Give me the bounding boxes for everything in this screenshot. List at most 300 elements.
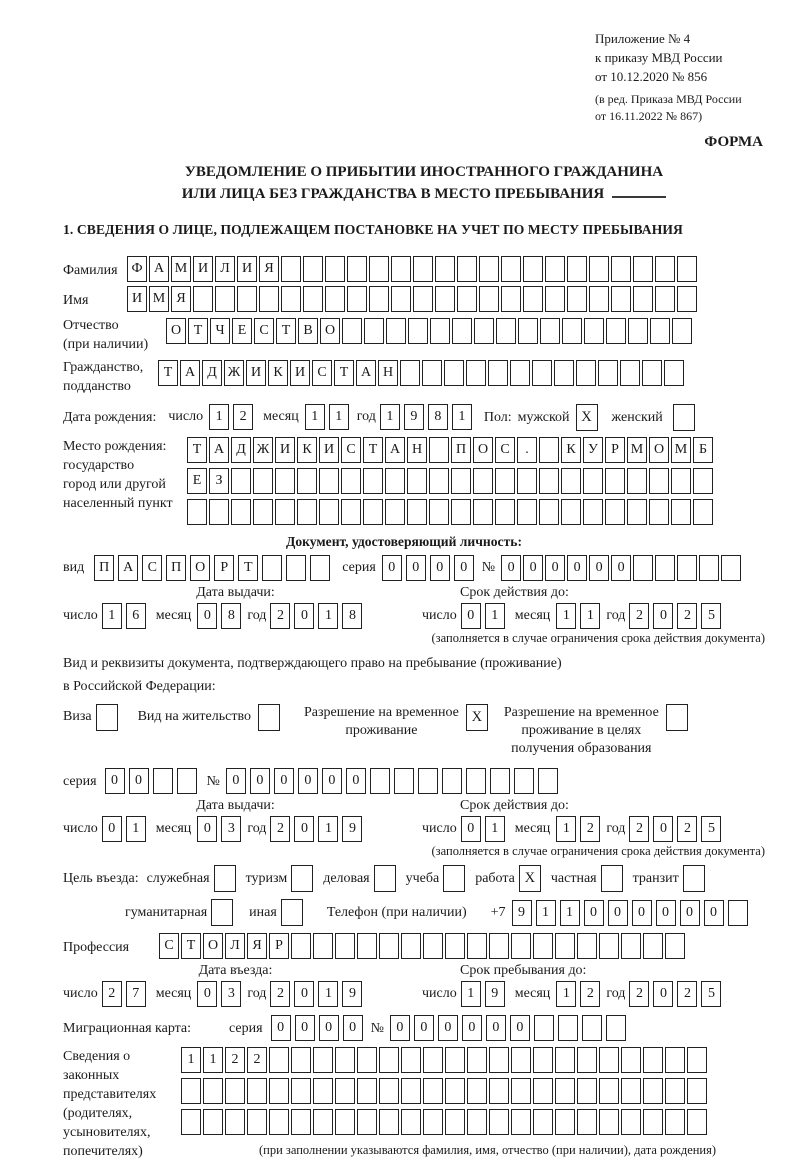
char-box[interactable]	[687, 1078, 707, 1104]
char-box[interactable]	[599, 1047, 619, 1073]
char-box[interactable]: 0	[295, 1015, 315, 1041]
entry-day-boxes[interactable]	[102, 981, 146, 1007]
char-box[interactable]	[665, 1078, 685, 1104]
char-box[interactable]: 2	[629, 603, 649, 629]
char-box[interactable]: 0	[298, 768, 318, 794]
char-box[interactable]	[281, 286, 301, 312]
char-box[interactable]	[275, 468, 295, 494]
char-box[interactable]: 0	[346, 768, 366, 794]
purpose-other-checkbox[interactable]	[281, 899, 303, 926]
char-box[interactable]: 2	[270, 603, 290, 629]
birth-month-boxes[interactable]	[305, 404, 349, 430]
char-box[interactable]	[177, 768, 197, 794]
char-box[interactable]	[181, 1078, 201, 1104]
char-box[interactable]	[445, 1078, 465, 1104]
char-box[interactable]	[489, 1047, 509, 1073]
char-box[interactable]	[514, 768, 534, 794]
char-box[interactable]: 1	[380, 404, 400, 430]
char-box[interactable]: Т	[363, 437, 383, 463]
purpose-private-checkbox[interactable]	[601, 865, 623, 892]
char-box[interactable]	[281, 256, 301, 282]
char-box[interactable]	[584, 318, 604, 344]
char-box[interactable]	[215, 286, 235, 312]
char-box[interactable]	[523, 286, 543, 312]
char-box[interactable]	[511, 1078, 531, 1104]
identity-issue-day-boxes[interactable]	[102, 603, 146, 629]
char-box[interactable]: 1	[126, 816, 146, 842]
char-box[interactable]	[413, 286, 433, 312]
char-box[interactable]	[649, 468, 669, 494]
char-box[interactable]	[554, 360, 574, 386]
char-box[interactable]	[342, 318, 362, 344]
char-box[interactable]	[555, 1078, 575, 1104]
char-box[interactable]	[253, 468, 273, 494]
char-box[interactable]	[335, 1047, 355, 1073]
char-box[interactable]: 1	[485, 603, 505, 629]
char-box[interactable]	[181, 1109, 201, 1135]
char-box[interactable]: 0	[197, 603, 217, 629]
char-box[interactable]	[237, 286, 257, 312]
char-box[interactable]	[286, 555, 306, 581]
char-box[interactable]	[606, 318, 626, 344]
char-box[interactable]: 1	[556, 981, 576, 1007]
char-box[interactable]: С	[341, 437, 361, 463]
visa-checkbox[interactable]	[96, 704, 118, 731]
char-box[interactable]	[325, 286, 345, 312]
char-box[interactable]	[391, 286, 411, 312]
char-box[interactable]	[555, 1109, 575, 1135]
char-box[interactable]: Е	[232, 318, 252, 344]
char-box[interactable]	[423, 933, 443, 959]
char-box[interactable]: 0	[322, 768, 342, 794]
char-box[interactable]: 3	[221, 816, 241, 842]
char-box[interactable]	[665, 1047, 685, 1073]
temp-residence-checkbox[interactable]: X	[466, 704, 488, 731]
char-box[interactable]: 0	[567, 555, 587, 581]
char-box[interactable]	[269, 1047, 289, 1073]
char-box[interactable]: 5	[701, 603, 721, 629]
char-box[interactable]	[303, 256, 323, 282]
char-box[interactable]	[655, 286, 675, 312]
char-box[interactable]: О	[166, 318, 186, 344]
char-box[interactable]: Р	[269, 933, 289, 959]
char-box[interactable]	[313, 1047, 333, 1073]
identity-type-boxes[interactable]	[94, 555, 330, 581]
char-box[interactable]: Т	[238, 555, 258, 581]
char-box[interactable]: 9	[342, 816, 362, 842]
char-box[interactable]: 0	[656, 900, 676, 926]
char-box[interactable]: Я	[247, 933, 267, 959]
char-box[interactable]	[467, 1078, 487, 1104]
char-box[interactable]: И	[237, 256, 257, 282]
stay-until-day-boxes[interactable]	[461, 981, 505, 1007]
char-box[interactable]	[225, 1078, 245, 1104]
char-box[interactable]: 0	[226, 768, 246, 794]
char-box[interactable]	[589, 286, 609, 312]
char-box[interactable]	[577, 1047, 597, 1073]
char-box[interactable]: 2	[580, 981, 600, 1007]
char-box[interactable]	[728, 900, 748, 926]
char-box[interactable]	[259, 286, 279, 312]
char-box[interactable]	[370, 768, 390, 794]
stay-issue-day-boxes[interactable]	[102, 816, 146, 842]
char-box[interactable]	[501, 256, 521, 282]
char-box[interactable]: 0	[632, 900, 652, 926]
char-box[interactable]: 0	[523, 555, 543, 581]
char-box[interactable]: П	[451, 437, 471, 463]
char-box[interactable]	[310, 555, 330, 581]
char-box[interactable]: 2	[270, 816, 290, 842]
char-box[interactable]	[643, 1109, 663, 1135]
char-box[interactable]	[599, 933, 619, 959]
char-box[interactable]	[473, 468, 493, 494]
char-box[interactable]	[422, 360, 442, 386]
birth-day-boxes[interactable]	[209, 404, 253, 430]
char-box[interactable]: 0	[294, 816, 314, 842]
char-box[interactable]	[539, 468, 559, 494]
char-box[interactable]	[291, 1078, 311, 1104]
char-box[interactable]	[561, 468, 581, 494]
char-box[interactable]: 0	[486, 1015, 506, 1041]
purpose-tourism-checkbox[interactable]	[291, 865, 313, 892]
char-box[interactable]: 0	[274, 768, 294, 794]
char-box[interactable]	[297, 499, 317, 525]
birthplace-row3-boxes[interactable]	[187, 499, 713, 525]
char-box[interactable]	[677, 256, 697, 282]
char-box[interactable]: 0	[461, 816, 481, 842]
char-box[interactable]: 9	[404, 404, 424, 430]
char-box[interactable]	[677, 555, 697, 581]
char-box[interactable]: 0	[319, 1015, 339, 1041]
char-box[interactable]: И	[319, 437, 339, 463]
char-box[interactable]	[598, 360, 618, 386]
char-box[interactable]: 0	[653, 816, 673, 842]
char-box[interactable]: П	[166, 555, 186, 581]
char-box[interactable]: 0	[462, 1015, 482, 1041]
identity-number-boxes[interactable]	[501, 555, 741, 581]
char-box[interactable]: 0	[105, 768, 125, 794]
char-box[interactable]: 1	[556, 816, 576, 842]
char-box[interactable]: К	[297, 437, 317, 463]
char-box[interactable]	[347, 256, 367, 282]
char-box[interactable]: 0	[510, 1015, 530, 1041]
char-box[interactable]	[435, 256, 455, 282]
stay-issue-year-boxes[interactable]	[270, 816, 362, 842]
char-box[interactable]	[489, 933, 509, 959]
char-box[interactable]	[501, 286, 521, 312]
char-box[interactable]: 8	[221, 603, 241, 629]
char-box[interactable]	[457, 286, 477, 312]
identity-valid-month-boxes[interactable]	[556, 603, 600, 629]
char-box[interactable]	[364, 318, 384, 344]
char-box[interactable]: 0	[343, 1015, 363, 1041]
char-box[interactable]	[621, 933, 641, 959]
representatives-row3-boxes[interactable]	[181, 1109, 716, 1135]
char-box[interactable]	[474, 318, 494, 344]
char-box[interactable]	[611, 286, 631, 312]
stay-series-boxes[interactable]	[105, 768, 197, 794]
char-box[interactable]	[496, 318, 516, 344]
birthplace-row1-boxes[interactable]	[187, 437, 713, 463]
char-box[interactable]	[269, 1109, 289, 1135]
char-box[interactable]: 1	[318, 603, 338, 629]
char-box[interactable]: 0	[501, 555, 521, 581]
char-box[interactable]	[303, 286, 323, 312]
char-box[interactable]	[379, 1078, 399, 1104]
char-box[interactable]	[633, 286, 653, 312]
char-box[interactable]	[540, 318, 560, 344]
char-box[interactable]	[633, 555, 653, 581]
char-box[interactable]	[628, 318, 648, 344]
char-box[interactable]: 1	[318, 981, 338, 1007]
char-box[interactable]	[489, 1109, 509, 1135]
purpose-business-checkbox[interactable]	[374, 865, 396, 892]
char-box[interactable]	[379, 1047, 399, 1073]
char-box[interactable]: Л	[215, 256, 235, 282]
char-box[interactable]	[672, 318, 692, 344]
char-box[interactable]	[599, 1109, 619, 1135]
char-box[interactable]: 3	[221, 981, 241, 1007]
stay-valid-year-boxes[interactable]	[629, 816, 721, 842]
char-box[interactable]: 0	[294, 981, 314, 1007]
char-box[interactable]	[467, 933, 487, 959]
char-box[interactable]	[444, 360, 464, 386]
char-box[interactable]	[467, 1047, 487, 1073]
char-box[interactable]: А	[149, 256, 169, 282]
char-box[interactable]	[533, 1078, 553, 1104]
char-box[interactable]: Н	[378, 360, 398, 386]
char-box[interactable]: М	[627, 437, 647, 463]
char-box[interactable]: 1	[560, 900, 580, 926]
char-box[interactable]	[490, 768, 510, 794]
char-box[interactable]	[589, 256, 609, 282]
char-box[interactable]: 0	[390, 1015, 410, 1041]
char-box[interactable]	[445, 1047, 465, 1073]
char-box[interactable]	[335, 1078, 355, 1104]
char-box[interactable]: 0	[430, 555, 450, 581]
char-box[interactable]	[555, 1047, 575, 1073]
char-box[interactable]	[203, 1109, 223, 1135]
char-box[interactable]: 8	[428, 404, 448, 430]
char-box[interactable]	[401, 1078, 421, 1104]
char-box[interactable]	[633, 256, 653, 282]
char-box[interactable]	[545, 256, 565, 282]
char-box[interactable]	[418, 768, 438, 794]
entry-year-boxes[interactable]	[270, 981, 362, 1007]
char-box[interactable]	[539, 499, 559, 525]
char-box[interactable]: 2	[677, 603, 697, 629]
char-box[interactable]: 1	[452, 404, 472, 430]
char-box[interactable]: 0	[102, 816, 122, 842]
char-box[interactable]	[291, 1109, 311, 1135]
char-box[interactable]: 2	[247, 1047, 267, 1073]
char-box[interactable]	[561, 499, 581, 525]
char-box[interactable]	[341, 499, 361, 525]
char-box[interactable]	[369, 286, 389, 312]
char-box[interactable]	[511, 933, 531, 959]
char-box[interactable]: Д	[231, 437, 251, 463]
char-box[interactable]: 1	[305, 404, 325, 430]
char-box[interactable]	[363, 499, 383, 525]
char-box[interactable]	[665, 1109, 685, 1135]
char-box[interactable]	[510, 360, 530, 386]
purpose-transit-checkbox[interactable]	[683, 865, 705, 892]
char-box[interactable]	[385, 468, 405, 494]
char-box[interactable]	[466, 768, 486, 794]
char-box[interactable]: 0	[197, 981, 217, 1007]
char-box[interactable]	[606, 1015, 626, 1041]
char-box[interactable]	[533, 1109, 553, 1135]
char-box[interactable]	[577, 1078, 597, 1104]
char-box[interactable]	[538, 768, 558, 794]
char-box[interactable]	[357, 1078, 377, 1104]
char-box[interactable]: А	[209, 437, 229, 463]
char-box[interactable]	[423, 1078, 443, 1104]
identity-valid-year-boxes[interactable]	[629, 603, 721, 629]
identity-issue-month-boxes[interactable]	[197, 603, 241, 629]
citizenship-boxes[interactable]	[158, 360, 684, 386]
char-box[interactable]: 9	[342, 981, 362, 1007]
char-box[interactable]	[452, 318, 472, 344]
char-box[interactable]	[407, 499, 427, 525]
entry-month-boxes[interactable]	[197, 981, 241, 1007]
char-box[interactable]: С	[312, 360, 332, 386]
char-box[interactable]: 0	[680, 900, 700, 926]
char-box[interactable]: 0	[589, 555, 609, 581]
char-box[interactable]	[621, 1078, 641, 1104]
char-box[interactable]	[687, 1047, 707, 1073]
char-box[interactable]: Ч	[210, 318, 230, 344]
char-box[interactable]	[517, 499, 537, 525]
purpose-humanitarian-checkbox[interactable]	[211, 899, 233, 926]
char-box[interactable]	[275, 499, 295, 525]
char-box[interactable]: 7	[126, 981, 146, 1007]
char-box[interactable]: Р	[214, 555, 234, 581]
char-box[interactable]	[313, 1078, 333, 1104]
char-box[interactable]	[495, 468, 515, 494]
char-box[interactable]	[523, 256, 543, 282]
char-box[interactable]: И	[246, 360, 266, 386]
char-box[interactable]: 8	[342, 603, 362, 629]
char-box[interactable]	[534, 1015, 554, 1041]
char-box[interactable]	[576, 360, 596, 386]
identity-series-boxes[interactable]	[382, 555, 474, 581]
char-box[interactable]: С	[159, 933, 179, 959]
char-box[interactable]	[567, 256, 587, 282]
char-box[interactable]	[247, 1109, 267, 1135]
char-box[interactable]: К	[268, 360, 288, 386]
char-box[interactable]	[495, 499, 515, 525]
char-box[interactable]	[488, 360, 508, 386]
char-box[interactable]	[643, 1078, 663, 1104]
char-box[interactable]	[545, 286, 565, 312]
char-box[interactable]	[385, 499, 405, 525]
char-box[interactable]	[391, 256, 411, 282]
char-box[interactable]: 1	[536, 900, 556, 926]
char-box[interactable]	[693, 499, 713, 525]
char-box[interactable]: А	[118, 555, 138, 581]
char-box[interactable]: 2	[629, 981, 649, 1007]
char-box[interactable]	[379, 1109, 399, 1135]
char-box[interactable]: 2	[270, 981, 290, 1007]
char-box[interactable]	[599, 1078, 619, 1104]
char-box[interactable]	[457, 256, 477, 282]
char-box[interactable]	[187, 499, 207, 525]
char-box[interactable]: 9	[512, 900, 532, 926]
char-box[interactable]	[247, 1078, 267, 1104]
char-box[interactable]: 0	[414, 1015, 434, 1041]
stay-until-month-boxes[interactable]	[556, 981, 600, 1007]
char-box[interactable]	[577, 933, 597, 959]
char-box[interactable]: 1	[102, 603, 122, 629]
char-box[interactable]: 1	[318, 816, 338, 842]
char-box[interactable]	[533, 933, 553, 959]
char-box[interactable]: Р	[605, 437, 625, 463]
char-box[interactable]: В	[298, 318, 318, 344]
char-box[interactable]: К	[561, 437, 581, 463]
gender-female-checkbox[interactable]	[673, 404, 695, 431]
char-box[interactable]	[335, 933, 355, 959]
char-box[interactable]: Т	[276, 318, 296, 344]
char-box[interactable]	[539, 437, 559, 463]
char-box[interactable]	[269, 1078, 289, 1104]
char-box[interactable]: 0	[454, 555, 474, 581]
stay-until-year-boxes[interactable]	[629, 981, 721, 1007]
char-box[interactable]: 2	[225, 1047, 245, 1073]
char-box[interactable]: А	[180, 360, 200, 386]
char-box[interactable]	[605, 468, 625, 494]
char-box[interactable]: О	[203, 933, 223, 959]
char-box[interactable]	[621, 1109, 641, 1135]
patronymic-boxes[interactable]	[166, 318, 692, 344]
char-box[interactable]	[577, 1109, 597, 1135]
char-box[interactable]: 0	[653, 603, 673, 629]
char-box[interactable]	[620, 360, 640, 386]
char-box[interactable]: И	[275, 437, 295, 463]
phone-boxes[interactable]	[512, 900, 748, 926]
char-box[interactable]	[562, 318, 582, 344]
char-box[interactable]	[489, 1078, 509, 1104]
char-box[interactable]	[231, 499, 251, 525]
given-name-boxes[interactable]	[127, 286, 697, 312]
char-box[interactable]: 0	[406, 555, 426, 581]
char-box[interactable]: Ж	[224, 360, 244, 386]
char-box[interactable]	[408, 318, 428, 344]
char-box[interactable]: .	[517, 437, 537, 463]
char-box[interactable]: 2	[629, 816, 649, 842]
char-box[interactable]	[313, 1109, 333, 1135]
char-box[interactable]: 2	[677, 981, 697, 1007]
char-box[interactable]	[451, 468, 471, 494]
char-box[interactable]	[655, 555, 675, 581]
char-box[interactable]: А	[356, 360, 376, 386]
profession-boxes[interactable]	[159, 933, 685, 959]
char-box[interactable]: 0	[438, 1015, 458, 1041]
char-box[interactable]	[642, 360, 662, 386]
char-box[interactable]	[401, 1047, 421, 1073]
char-box[interactable]	[721, 555, 741, 581]
char-box[interactable]	[429, 499, 449, 525]
char-box[interactable]	[193, 286, 213, 312]
char-box[interactable]	[407, 468, 427, 494]
char-box[interactable]	[401, 933, 421, 959]
char-box[interactable]	[611, 256, 631, 282]
char-box[interactable]: Ж	[253, 437, 273, 463]
char-box[interactable]: И	[127, 286, 147, 312]
char-box[interactable]	[435, 286, 455, 312]
char-box[interactable]: С	[495, 437, 515, 463]
char-box[interactable]	[655, 256, 675, 282]
